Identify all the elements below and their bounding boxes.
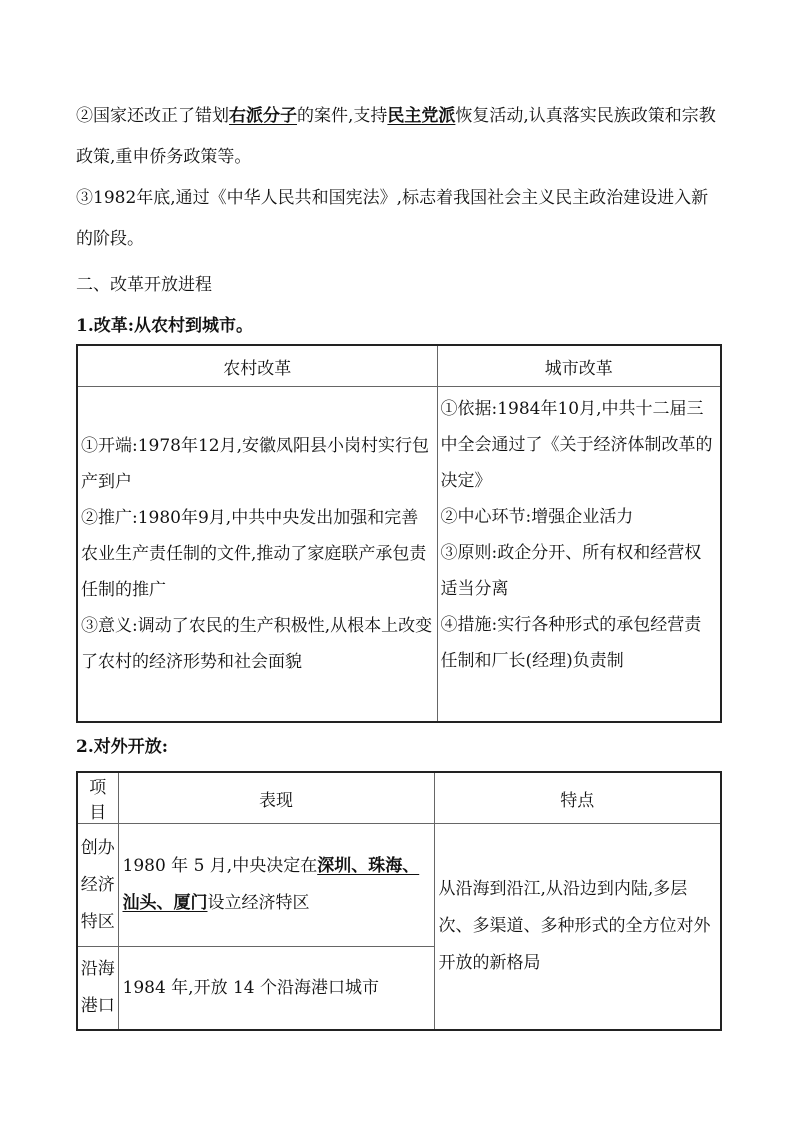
col-performance: 表现 bbox=[118, 772, 434, 824]
row1-cities-underlined: 深圳、珠海、汕头、厦门 bbox=[122, 856, 420, 913]
row2-category: 沿海港口 bbox=[77, 947, 118, 1031]
rural-reform-cell bbox=[77, 387, 437, 723]
opening-heading: 2.对外开放: bbox=[76, 737, 169, 757]
reform-table bbox=[76, 344, 722, 723]
col-urban-reform: 城市改革 bbox=[437, 345, 721, 387]
p2-text-b: 的案件,支持 bbox=[297, 106, 388, 126]
urban-reform-text: ①依据:1984年10月,中共十二届三中全会通过了《关于经济体制改革的决定》 ②中心环节:增强企业活力 ③原则:政企分开、所有权和经营权适当分离 ④措施:实行各种形式的承包经营责任制和厂长(经理)负责制 bbox=[440, 399, 713, 671]
p2-text-c: 恢复活动,认真落实民族政策和宗教政策,重申侨务政策等。 bbox=[76, 106, 716, 167]
paragraph-2 bbox=[76, 96, 720, 178]
table-row bbox=[77, 824, 721, 947]
row2-performance: 1984 年,开放 14 个沿海港口城市 bbox=[118, 947, 434, 1031]
row1-category: 创办经济特区 bbox=[77, 824, 118, 947]
row1-performance bbox=[118, 824, 434, 947]
opening-header-row bbox=[77, 772, 721, 824]
paragraph-3: ③1982年底,通过《中华人民共和国宪法》,标志着我国社会主义民主政治建设进入新的阶段。 bbox=[76, 188, 709, 249]
reform-body-row bbox=[77, 387, 721, 723]
row1-text-b: 设立经济特区 bbox=[207, 893, 310, 913]
reform-heading: 1.改革:从农村到城市。 bbox=[76, 316, 254, 336]
opening-table bbox=[76, 771, 722, 1031]
reform-header-row bbox=[77, 345, 721, 387]
p2-text-a: ②国家还改正了错划 bbox=[76, 106, 229, 126]
urban-reform-cell bbox=[437, 387, 721, 723]
col-rural-reform: 农村改革 bbox=[77, 345, 437, 387]
row1-text-a: 1980 年 5 月,中央决定在 bbox=[122, 856, 318, 876]
rural-reform-text: ①开端:1978年12月,安徽凤阳县小岗村实行包产到户 ②推广:1980年9月,中共中央发出加强和完善农业生产责任制的文件,推动了家庭联产承包责任制的推广 ③意义:调动了农民的生产积极性,从根本上改变了农村的经济形势和社会面貌 bbox=[81, 436, 433, 672]
p2-underline-parties: 民主党派 bbox=[387, 106, 456, 126]
col-item: 项目 bbox=[77, 772, 118, 824]
section-2-title: 二、改革开放进程 bbox=[76, 275, 212, 295]
col-feature: 特点 bbox=[434, 772, 721, 824]
opening-feature: 从沿海到沿江,从沿边到内陆,多层次、多渠道、多种形式的全方位对外开放的新格局 bbox=[434, 824, 721, 1031]
document-page bbox=[76, 96, 720, 1031]
p2-underline-rightists: 右派分子 bbox=[229, 106, 297, 126]
